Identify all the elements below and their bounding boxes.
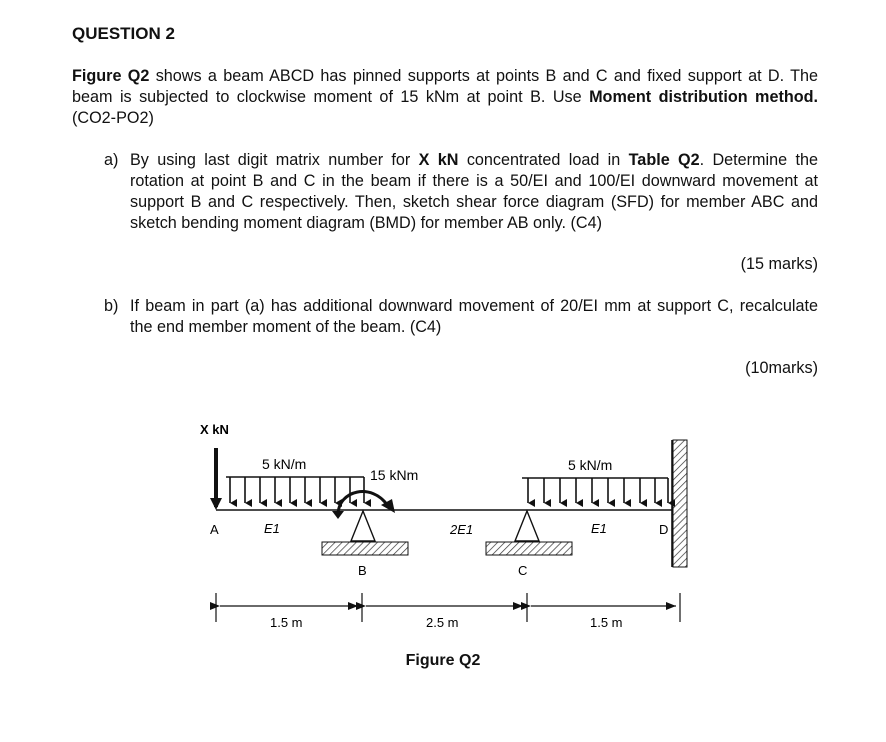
point-load-label: X kN [200,422,229,437]
point-load-arrow [210,448,222,510]
label-c: C [518,563,528,578]
part-b-marks: (10marks) [745,359,818,377]
fixed-support-d [672,440,687,567]
load-variable: X kN [418,151,459,169]
part-a-label: a) [104,151,119,169]
figure-reference: Figure Q2 [72,67,150,85]
udl-left-label: 5 kN/m [262,456,307,472]
dim-ab: 1.5 m [270,615,303,630]
intro-text: shows a beam ABCD has pinned supports at points B and C and fixed support at D. The beam is subjected to clockwise moment of 15 kNm at point B. Use [72,67,818,106]
stiffness-cd: E1 [591,521,607,536]
part-b-label: b) [104,297,119,315]
question-title: QUESTION 2 [72,24,175,43]
part-b-text: If beam in part (a) has additional downward movement of 20/EI mm at support C, recalculate the end member moment of the beam. (C4) [130,297,818,336]
part-a-text: By using last digit matrix number for X kN concentrated load in Table Q2. Determine the rotation at point B and C in the beam if there is a 50/EI and 100/EI downward movement at support B and C respectively. Then, sketch shear force diagram (SFD) for member ABC and sketch bending moment diagram (BMD) for member AB only. (C4) [130,151,818,232]
support-c [486,511,572,555]
label-b: B [358,563,367,578]
figure-caption: Figure Q2 [405,652,481,669]
udl-right-label: 5 kN/m [568,457,613,473]
dim-cd: 1.5 m [590,615,623,630]
udl-right [522,478,668,503]
stiffness-bc: 2E1 [450,522,474,537]
dim-bc: 2.5 m [426,615,459,630]
support-b [322,511,408,555]
stiffness-ab: E1 [264,521,280,536]
moment-label: 15 kNm [370,467,419,483]
label-d: D [659,522,669,537]
table-reference: Table Q2 [628,151,700,169]
method-name: Moment distribution method. [589,88,818,106]
label-a: A [210,522,219,537]
course-outcome-code: (CO2-PO2) [72,109,154,127]
part-a-marks: (15 marks) [740,255,818,273]
